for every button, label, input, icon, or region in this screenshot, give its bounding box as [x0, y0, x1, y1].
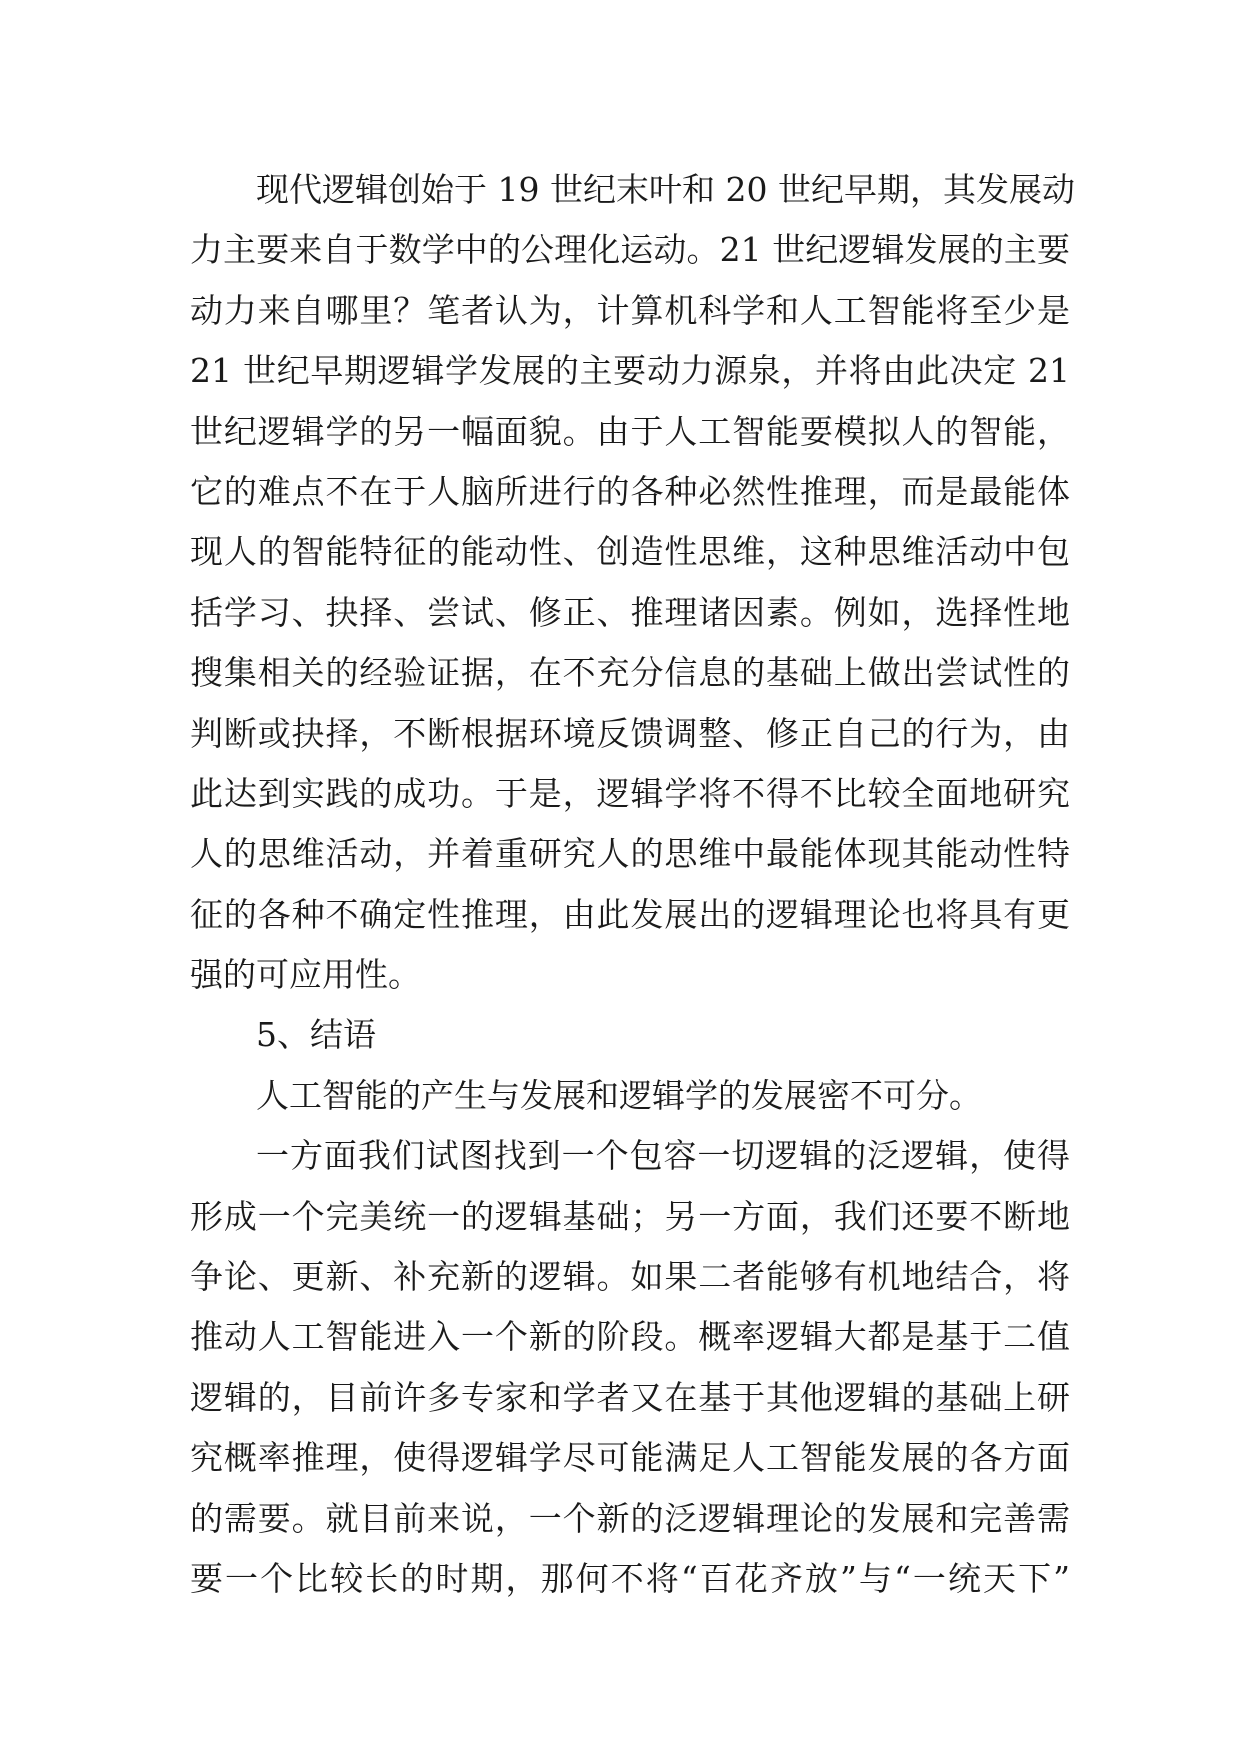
- text-line: 人的思维活动，并着重研究人的思维中最能体现其能动性特: [190, 834, 1070, 874]
- paragraph: [190, 1126, 1070, 1609]
- text-line: 逻辑的，目前许多专家和学者又在基于其他逻辑的基础上研: [190, 1377, 1070, 1417]
- text-line: 搜集相关的经验证据，在不充分信息的基础上做出尝试性的: [190, 653, 1070, 693]
- text-line: 究概率推理，使得逻辑学尽可能满足人工智能发展的各方面: [190, 1438, 1070, 1478]
- text-line: 强的可应用性。: [190, 955, 421, 995]
- text-line: 世纪逻辑学的另一幅面貌。由于人工智能要模拟人的智能，: [190, 411, 1070, 451]
- text-line: 它的难点不在于人脑所进行的各种必然性推理，而是最能体: [190, 471, 1070, 511]
- document-body: [190, 160, 1075, 1609]
- text-line: 人工智能的产生与发展和逻辑学的发展密不可分。: [256, 1075, 982, 1115]
- text-line: 推动人工智能进入一个新的阶段。概率逻辑大都是基于二值: [190, 1317, 1070, 1357]
- text-line: 现人的智能特征的能动性、创造性思维，这种思维活动中包: [190, 532, 1070, 572]
- paragraph: [190, 1066, 1070, 1126]
- text-line: 此达到实践的成功。于是，逻辑学将不得不比较全面地研究: [190, 773, 1070, 813]
- text-line: 征的各种不确定性推理，由此发展出的逻辑理论也将具有更: [190, 894, 1070, 934]
- text-line: 形成一个完美统一的逻辑基础；另一方面，我们还要不断地: [190, 1196, 1070, 1236]
- text-line: 现代逻辑创始于 19 世纪末叶和 20 世纪早期，其发展动: [256, 170, 1075, 209]
- text-line: 的需要。就目前来说，一个新的泛逻辑理论的发展和完善需: [190, 1498, 1070, 1538]
- text-line: 争论、更新、补充新的逻辑。如果二者能够有机地结合，将: [190, 1257, 1070, 1297]
- paragraph: [190, 160, 1075, 1005]
- text-line: 5、结语: [256, 1015, 376, 1055]
- section-heading: [190, 1005, 1070, 1065]
- text-line: 判断或抉择，不断根据环境反馈调整、修正自己的行为，由: [190, 713, 1070, 753]
- text-line: 21 世纪早期逻辑学发展的主要动力源泉，并将由此决定 21: [190, 351, 1070, 391]
- text-line: 一方面我们试图找到一个包容一切逻辑的泛逻辑，使得: [256, 1136, 1070, 1176]
- text-line: 括学习、抉择、尝试、修正、推理诸因素。例如，选择性地: [190, 592, 1070, 632]
- text-line: 力主要来自于数学中的公理化运动。21 世纪逻辑发展的主要: [190, 230, 1070, 270]
- text-line: 要一个比较长的时期，那何不将“百花齐放”与“一统天下”: [190, 1558, 1070, 1598]
- text-line: 动力来自哪里？笔者认为，计算机科学和人工智能将至少是: [190, 290, 1070, 330]
